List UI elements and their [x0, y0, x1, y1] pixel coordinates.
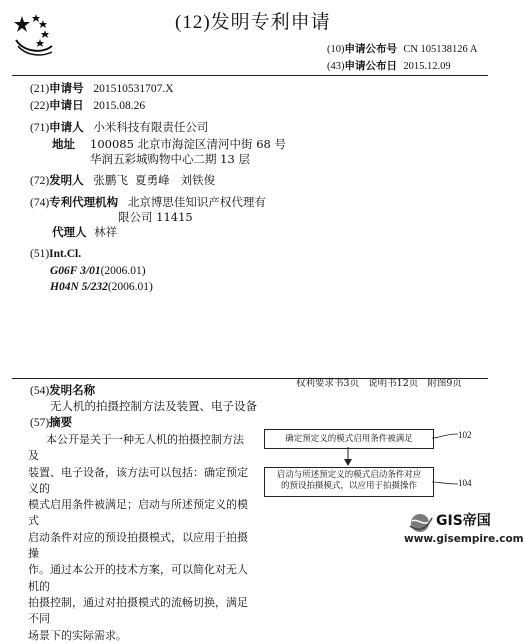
flowchart-ref-102: 102 [458, 430, 472, 440]
flowchart-ref-leader-2 [430, 474, 460, 488]
address-line-2: 华润五彩城购物中心二期 13 层 [90, 152, 250, 166]
title-code: (12) [175, 12, 211, 33]
address-line-1: 100085 北京市海淀区清河中街 68 号 [90, 137, 286, 151]
inventors: (72)发明人 张鹏飞 夏勇峰 刘铁俊 [30, 173, 216, 187]
flowchart-step-2: 启动与所述预定义的模式启动条件对应 的预设拍摄模式，以应用于拍摄操作 [264, 467, 434, 497]
patent-agency-line-2: 限公司 11415 [118, 210, 193, 224]
patent-agency: (74)专利代理机构 北京博思佳知识产权代理有 [30, 195, 266, 209]
abstract-line: 启动条件对应的预设拍摄模式，以应用于拍摄操 [28, 530, 248, 561]
watermark-brand: GIS帝国 [436, 513, 491, 529]
publication-date: (43)申请公布日 2015.12.09 [327, 60, 451, 72]
int-cl-1: G06F 3/01(2006.01) [50, 265, 146, 277]
flowchart-step-1: 确定预定义的模式启用条件被满足 [264, 429, 434, 449]
abstract-heading: (57)摘要 [30, 415, 73, 429]
flowchart-arrow [342, 447, 354, 467]
invention-title: 无人机的拍摄控制方法及装置、电子设备 [50, 399, 257, 413]
abstract-line: 拍摄控制，通过对拍摄模式的流畅切换，满足不同 [28, 595, 248, 626]
title-text: 发明专利申请 [210, 11, 331, 33]
abstract-line: 装置、电子设备，该方法可以包括：确定预定义的 [28, 465, 248, 495]
int-cl-heading: (51)Int.Cl. [30, 248, 82, 260]
applicant: (71)申请人 小米科技有限责任公司 [30, 120, 209, 134]
int-cl-2: H04N 5/232(2006.01) [50, 281, 153, 293]
abstract-line: 场景下的实际需求。 [28, 628, 127, 642]
agent: 代理人 林祥 [52, 225, 118, 239]
address-label: 地址 [52, 137, 75, 151]
abstract-body [28, 432, 250, 644]
abstract-line: 本公开是关于一种无人机的拍摄控制方法及 [28, 433, 244, 463]
publication-number: (10)申请公布号 CN 105138126 A [327, 43, 478, 55]
abstract-line: 作。通过本公开的技术方案，可以简化对无人机的 [28, 563, 248, 593]
filing-date: (22)申请日 2015.08.26 [30, 98, 146, 112]
abstract-line: 模式启用条件被满足；启动与所述预定义的模式 [28, 498, 248, 528]
flowchart-ref-104: 104 [458, 478, 472, 488]
invention-title-heading: (54)发明名称 [30, 383, 96, 397]
application-number: (21)申请号 201510531707.X [30, 81, 174, 95]
document-title [175, 10, 331, 35]
patent-office-emblem-icon [14, 12, 54, 57]
globe-icon [408, 512, 434, 534]
page-counts: 权利要求书3页 说明书12页 附图9页 [296, 378, 462, 389]
flowchart-ref-leader-1 [430, 430, 460, 444]
counts-divider [12, 378, 488, 379]
header-divider [12, 75, 488, 76]
watermark-url: www.gisempire.com [404, 533, 524, 545]
